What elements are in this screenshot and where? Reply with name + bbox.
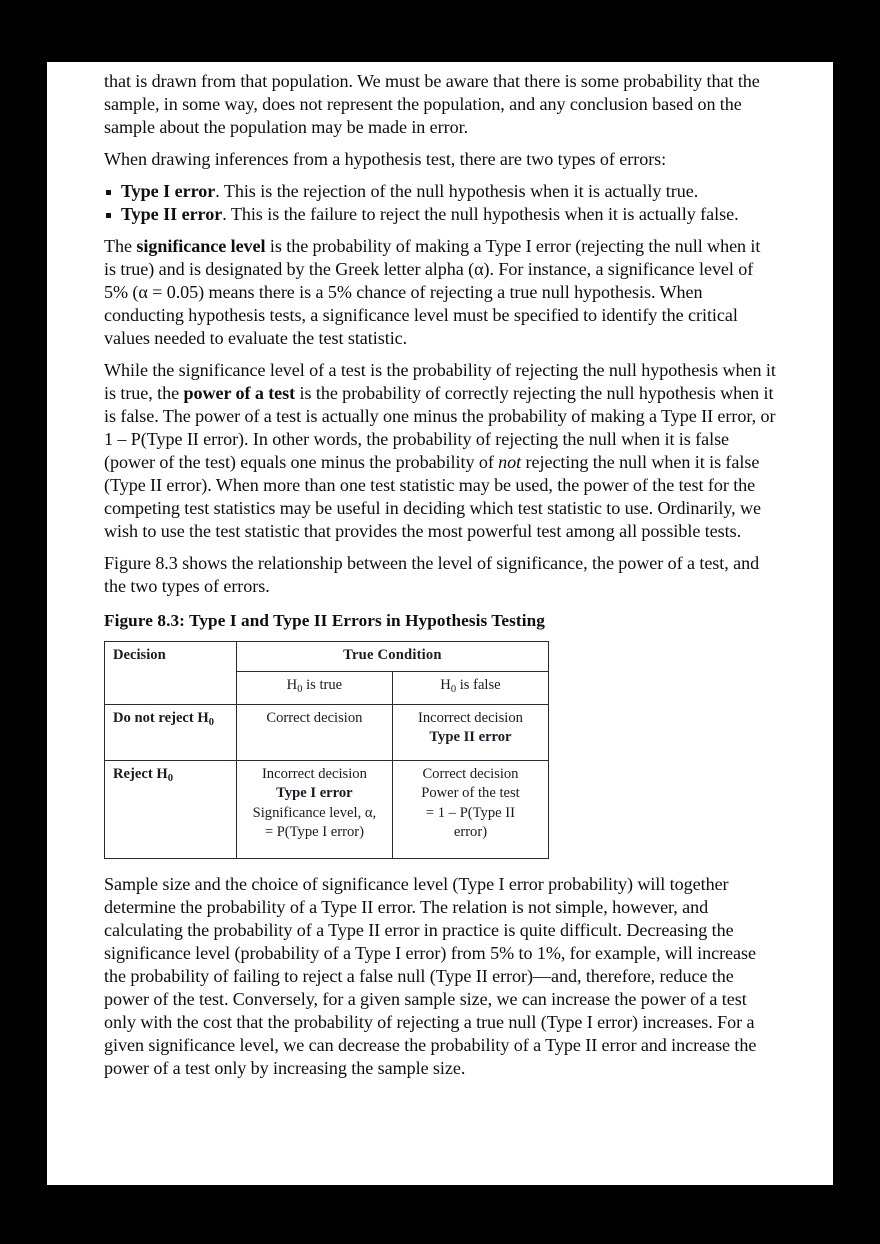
- cell-line: Incorrect decision: [417, 709, 523, 726]
- h0-symbol: H: [440, 676, 451, 693]
- cell-line-probability: = P(Type I error): [264, 824, 365, 841]
- page-content: [104, 70, 776, 1089]
- para-rest: is the probability of making a Type I error (rejecting the null when it is true) and is designated by the Greek letter alpha (α). For instance, a significance level of 5% (α = 0.05) means there is a 5% chance of rejecting a true null hypothesis. When conducting hypothesis tests, a significance level must be specified to identify the critical values needed to evaluate the test statistic.: [104, 236, 761, 348]
- table-cell-do-not-reject-label: [105, 704, 237, 760]
- table-cell-type-2-error: [392, 704, 548, 760]
- paragraph-sample-size: Sample size and the choice of significance level (Type I error probability) will together determine the probability of a Type II error. The relation is not simple, however, and calculating the probability of a Type II error in practice is quite difficult. Decreasing the significance level (probability of a Type I error) from 5% to 1%, for example, will increase the probability of failing to reject a false null (Type II error)—and, therefore, reduce the power of the test. Conversely, for a given sample size, we can increase the power of a test only with the cost that the probability of rejecting a true null (Type I error) increases. For a given significance level, we can decrease the probability of a Type II error and increase the power of a test only by increasing the sample size.: [104, 873, 757, 1078]
- term-power-of-a-test: power of a test: [183, 383, 296, 403]
- list-item: [104, 180, 776, 203]
- h0-subscript: 0: [297, 683, 303, 695]
- cell-line: Correct decision: [266, 709, 363, 726]
- row-label-text: Reject H: [113, 765, 168, 782]
- term-significance-level: significance level: [136, 236, 266, 256]
- paragraph-power-of-test: [104, 359, 776, 543]
- table-header-decision: Decision: [105, 642, 237, 705]
- paragraph-intro: that is drawn from that population. We must be aware that there is some probability that the sample, in some way, does not represent the population, and any conclusion based on the sample about the population may be made in error.: [104, 71, 760, 137]
- h0-subscript: 0: [167, 772, 173, 784]
- cell-line: Correct decision: [422, 765, 519, 782]
- list-item: [104, 203, 776, 226]
- table-cell-correct-decision: [236, 704, 392, 760]
- bullet-term: Type II error: [121, 204, 223, 224]
- table-row: [105, 704, 549, 760]
- para-lead: The: [104, 236, 137, 256]
- square-bullet-icon: [106, 213, 111, 218]
- bullet-text: . This is the rejection of the null hypothesis when it is actually true.: [215, 181, 699, 201]
- h0-subscript: 0: [450, 683, 457, 695]
- table-cell-type-1-error: [236, 760, 392, 858]
- para-rest: rejecting the null when it is false (Type II error). When more than one test statistic may be used, the power of the test for the competing test statistics may be useful in deciding which test statistic to use. Ordinarily, we wish to use the test statistic that provides the most powerful test among all possible tests.: [104, 452, 761, 541]
- cell-line-type-2-error: Type II error: [429, 729, 512, 746]
- paragraph-figure-intro: Figure 8.3 shows the relationship between the level of significance, the power of a test, and the two types of errors.: [104, 553, 760, 596]
- para-mid: is the probability of correctly rejecting the null hypothesis when it is false. The power of a test is actually one minus the probability of making a Type II error, or 1 – P(Type II error). In other words, the probability of rejecting the null when it is false (power of the test) equals one minus the probability of: [104, 383, 776, 472]
- table-header-h0-false: [392, 671, 548, 704]
- cell-line-formula: = 1 – P(Type II: [425, 804, 516, 821]
- h0-false-text: is false: [456, 676, 501, 693]
- table-cell-reject-label: [105, 760, 237, 858]
- h0-true-text: is true: [302, 676, 343, 693]
- bullet-text: . This is the failure to reject the null hypothesis when it is actually false.: [222, 204, 739, 224]
- document-page: [47, 62, 833, 1185]
- paragraph-significance-level: [104, 235, 776, 350]
- figure-8-3: [104, 641, 549, 859]
- cell-line-power: Power of the test: [421, 785, 520, 802]
- paragraph-two-types: When drawing inferences from a hypothesis test, there are two types of errors:: [104, 149, 667, 169]
- table-cell-power-of-test: [392, 760, 548, 858]
- figure-caption: Figure 8.3: Type I and Type II Errors in Hypothesis Testing: [104, 611, 545, 630]
- para-lead: While the significance level of a test is the probability of rejecting the null hypothesis when it is true, the: [104, 360, 776, 403]
- table-row: [105, 760, 549, 858]
- table-row: [105, 642, 549, 672]
- bullet-term: Type I error: [121, 181, 216, 201]
- errors-table: [104, 641, 549, 859]
- cell-line-type-1-error: Type I error: [276, 785, 353, 802]
- row-label-text: Do not reject H: [113, 709, 209, 726]
- cell-line-formula-cont: error): [453, 824, 488, 841]
- emphasis-not: not: [498, 452, 522, 472]
- h0-symbol: H: [286, 676, 298, 693]
- cell-line-significance-level: Significance level, α,: [252, 804, 377, 821]
- cell-line: Incorrect decision: [261, 765, 367, 782]
- h0-subscript: 0: [208, 716, 215, 728]
- error-types-list: [104, 180, 776, 226]
- square-bullet-icon: [106, 190, 111, 195]
- table-header-h0-true: [236, 671, 392, 704]
- table-header-true-condition: True Condition: [236, 642, 548, 672]
